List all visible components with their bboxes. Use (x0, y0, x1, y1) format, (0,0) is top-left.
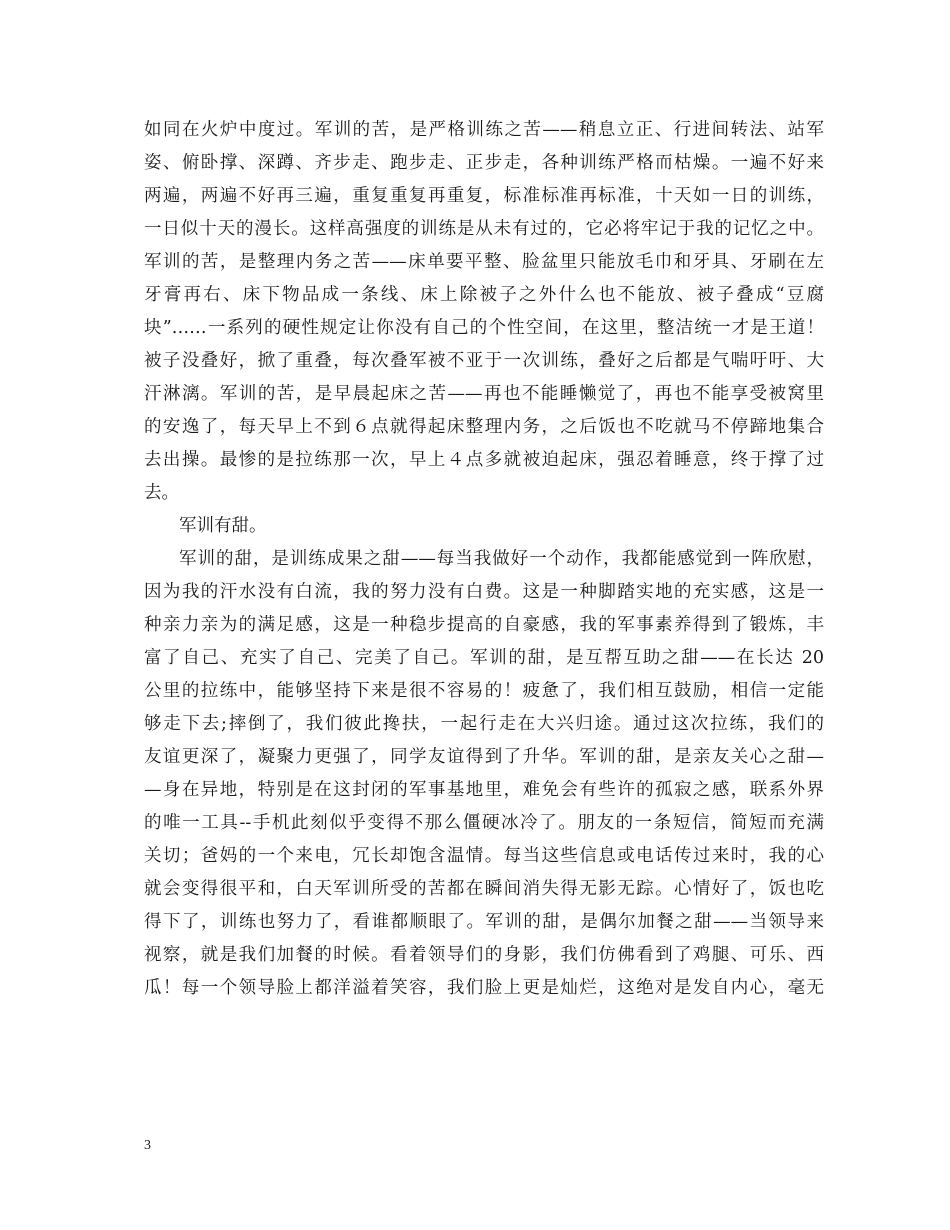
text-line: 瓜！每一个领导脸上都洋溢着笑容，我们脸上更是灿烂，这绝对是发自内心，毫无 (144, 978, 824, 998)
text-line: 如同在火炉中度过。军训的苦，是严格训练之苦——稍息立正、行进间转法、站军 (144, 120, 824, 140)
text-line: 种亲力亲为的满足感，这是一种稳步提高的自豪感，我的军事素养得到了锻炼，丰 (144, 615, 824, 635)
text-line: 够走下去;摔倒了，我们彼此搀扶，一起行走在大兴归途。通过这次拉练，我们的 (144, 714, 824, 734)
text-line: 被子没叠好，掀了重叠，每次叠军被不亚于一次训练，叠好之后都是气喘吁吁、大 (144, 351, 824, 371)
paragraph (144, 543, 824, 1005)
text-line: 一日似十天的漫长。这样高强度的训练是从未有过的，它必将牢记于我的记忆之中。 (144, 219, 824, 239)
text-line: 富了自己、充实了自己、完美了自己。军训的甜，是互帮互助之甜——在长达 20 (144, 648, 824, 668)
text-line: 军训的甜，是训练成果之甜——每当我做好一个动作，我都能感觉到一阵欣慰， (179, 549, 824, 569)
text-line: 去出操。最惨的是拉练那一次，早上４点多就被迫起床，强忍着睡意，终于撑了过 (144, 450, 824, 470)
text-line: 关切；爸妈的一个来电，冗长却饱含温情。每当这些信息或电话传过来时，我的心 (144, 846, 824, 866)
text-line: 军训的苦，是整理内务之苦——床单要平整、脸盆里只能放毛巾和牙具、牙刷在左 (144, 252, 824, 272)
text-line: 汗淋漓。军训的苦，是早晨起床之苦——再也不能睡懒觉了，再也不能享受被窝里 (144, 384, 824, 404)
paragraph (144, 114, 824, 510)
text-line: 公里的拉练中，能够坚持下来是很不容易的！疲惫了，我们相互鼓励，相信一定能 (144, 681, 824, 701)
text-line: 视察，就是我们加餐的时候。看着领导们的身影，我们仿佛看到了鸡腿、可乐、西 (144, 945, 824, 965)
text-line: 牙膏再右、床下物品成一条线、床上除被子之外什么也不能放、被子叠成“豆腐 (144, 285, 824, 305)
text-line: 姿、俯卧撑、深蹲、齐步走、跑步走、正步走，各种训练严格而枯燥。一遍不好来 (144, 153, 824, 173)
text-line: 因为我的汗水没有白流，我的努力没有白费。这是一种脚踏实地的充实感，这是一 (144, 582, 824, 602)
text-line: 友谊更深了，凝聚力更强了，同学友谊得到了升华。军训的甜，是亲友关心之甜— (144, 747, 824, 767)
text-line: 的唯一工具--手机此刻似乎变得不那么僵硬冰冷了。朋友的一条短信，简短而充满 (144, 813, 824, 833)
section-heading: 军训有甜。 (179, 516, 267, 536)
text-line: 就会变得很平和，白天军训所受的苦都在瞬间消失得无影无踪。心情好了，饭也吃 (144, 879, 824, 899)
page-number: 3 (144, 1138, 151, 1153)
text-line: 去。 (144, 483, 179, 503)
text-line: 得下了，训练也努力了，看谁都顺眼了。军训的甜，是偶尔加餐之甜——当领导来 (144, 912, 824, 932)
text-line: 块”……一系列的硬性规定让你没有自己的个性空间，在这里，整洁统一才是王道！ (144, 318, 824, 338)
text-line: 的安逸了，每天早上不到６点就得起床整理内务，之后饭也不吃就马不停蹄地集合 (144, 417, 824, 437)
text-line: 两遍，两遍不好再三遍，重复重复再重复，标准标准再标准，十天如一日的训练， (144, 186, 824, 206)
text-line: —身在异地，特别是在这封闭的军事基地里，难免会有些许的孤寂之感，联系外界 (144, 780, 824, 800)
body-text (144, 114, 824, 1005)
